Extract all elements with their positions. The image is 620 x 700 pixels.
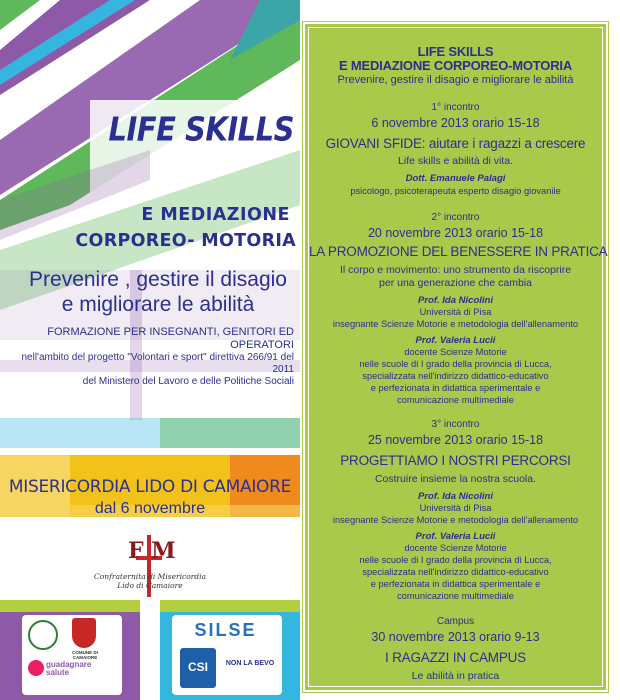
speaker-role: Università di Pisa	[419, 307, 492, 317]
formazione-line1: FORMAZIONE PER INSEGNANTI, GENITORI ED OPERATORI	[47, 326, 294, 352]
speaker-name: Prof. Valeria Lucii	[415, 335, 496, 346]
speaker-role: e perfezionata in didattica sperimentale e	[370, 579, 541, 589]
org-line1: Confraternita di Misericordia	[94, 572, 206, 581]
cover-subtitle-line2: CORPOREO- MOTORIA	[75, 231, 296, 251]
session-description: Life skills e abilità di vita.	[398, 155, 513, 167]
session-description: Il corpo e movimento: uno strumento da riscoprire	[339, 264, 572, 276]
speaker-role: comunicazione multimediale	[397, 591, 514, 601]
program-title-line1: LIFE SKILLS	[417, 44, 494, 59]
program-panel	[303, 22, 608, 692]
session-heading: PROGETTIAMO I NOSTRI PERCORSI	[340, 453, 571, 468]
speaker-role: nelle scuole di I grado della provincia di Lucca,	[359, 555, 552, 565]
speaker-role: docente Scienze Motorie	[404, 543, 507, 553]
session-label: Campus	[436, 616, 475, 627]
session-date: 30 novembre 2013 orario 9-13	[371, 630, 540, 644]
csi-label: CSI	[187, 660, 208, 674]
session-label: 2° incontro	[431, 212, 480, 223]
session-heading: I RAGAZZI IN CAMPUS	[385, 650, 526, 665]
cover-tagline-line2: e migliorare le abilità	[61, 293, 255, 316]
speaker-role: Università di Pisa	[419, 503, 492, 513]
flyer-cover	[0, 0, 300, 700]
formazione-line3: del Ministero del Lavoro e delle Politiche Sociali	[82, 376, 294, 388]
program-tagline: Prevenire, gestire il disagio e migliorare le abilità	[337, 74, 574, 86]
silse-logo: SILSE	[194, 620, 257, 640]
guadagnare-salute-label	[46, 661, 106, 677]
org-line2: Lido di Camaiore	[117, 580, 183, 590]
session-description: Costruire insieme la nostra scuola.	[374, 473, 537, 485]
session-date: 6 novembre 2013 orario 15-18	[371, 116, 540, 130]
guadagnare-line1: guadagnare	[46, 660, 92, 669]
session-label: 1° incontro	[431, 102, 480, 113]
guadagnare-line2: salute	[46, 668, 70, 677]
guadagnare-salute-heart-icon	[28, 660, 44, 676]
session-heading: GIOVANI SFIDE: aiutare i ragazzi a crescere	[325, 136, 586, 151]
session-description: Le abilità in pratica	[411, 670, 500, 682]
speaker-name: Prof. Ida Nicolini	[418, 491, 493, 502]
misericordia-logo-mark: F M	[128, 538, 176, 564]
speaker-name: Dott. Emanuele Palagi	[405, 173, 506, 184]
cover-formazione	[0, 326, 294, 388]
cover-tagline-line1: Prevenire , gestire il disagio	[29, 268, 287, 291]
session-description: per una generazione che cambia	[379, 277, 532, 289]
speaker-role: insegnante Scienze Motorie e metodologia dell'allenamento	[332, 515, 579, 525]
speaker-role: e perfezionata in didattica sperimentale e	[370, 383, 541, 393]
republic-emblem-logo	[28, 620, 58, 650]
misericordia-logo-text	[90, 573, 210, 590]
speaker-role: nelle scuole di I grado della provincia di Lucca,	[359, 359, 552, 369]
speaker-role: comunicazione multimediale	[397, 395, 514, 405]
cover-start-date: dal 6 novembre	[94, 500, 206, 517]
formazione-line2: nell'ambito del progetto "Volontari e sport" direttiva 266/91 del 2011	[21, 352, 294, 376]
speaker-role: psicologo, psicoterapeuta esperto disagio giovanile	[350, 186, 561, 196]
comune-camaiore-logo	[72, 618, 96, 648]
non-la-bevo-logo: NON LA BEVO	[225, 660, 275, 667]
speaker-role: specializzata nell'indirizzo didattico-educativo	[362, 567, 549, 577]
cover-venue: MISERICORDIA LIDO DI CAMAIORE	[8, 477, 292, 497]
speaker-role: docente Scienze Motorie	[404, 347, 507, 357]
session-date: 25 novembre 2013 orario 15-18	[367, 433, 544, 447]
program-panel-inner	[308, 27, 608, 687]
comune-label: COMUNE DI CAMAIORE	[72, 650, 98, 660]
program-title-line2: E MEDIAZIONE CORPOREO-MOTORIA	[338, 58, 573, 73]
speaker-name: Prof. Valeria Lucii	[415, 531, 496, 542]
speaker-role: insegnante Scienze Motorie e metodologia dell'allenamento	[332, 319, 579, 329]
session-date: 20 novembre 2013 orario 15-18	[367, 226, 544, 240]
cover-subtitle-line1: E MEDIAZIONE	[141, 205, 290, 225]
cover-title: LIFE SKILLS	[108, 109, 294, 149]
speaker-role: specializzata nell'indirizzo didattico-educativo	[362, 371, 549, 381]
session-label: 3° incontro	[431, 419, 480, 430]
session-heading: LA PROMOZIONE DEL BENESSERE IN PRATICA	[309, 244, 608, 259]
speaker-name: Prof. Ida Nicolini	[418, 295, 493, 306]
